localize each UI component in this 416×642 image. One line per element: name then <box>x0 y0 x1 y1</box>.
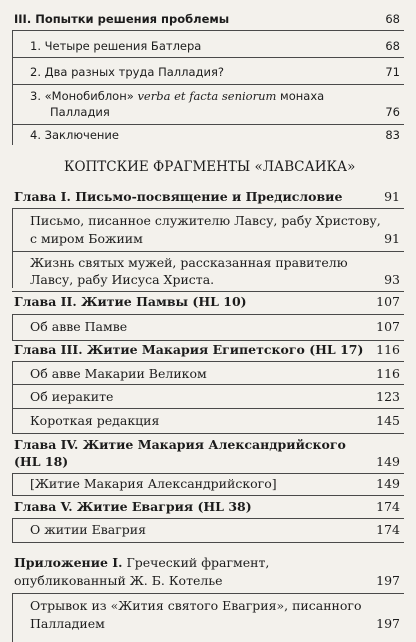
toc-item-text: Об авве Макарии Великом <box>30 366 207 381</box>
toc-item-text: с миром Божиим <box>30 231 143 246</box>
divider <box>12 473 13 495</box>
page-number: 123 <box>376 389 400 404</box>
divider <box>12 208 404 209</box>
divider <box>12 593 13 642</box>
toc-item-text-a: 3. «Монобиблон» <box>30 89 138 103</box>
chapter-title: (HL 18) <box>14 454 69 469</box>
chapter-title: Глава II. Житие Памвы (HL 10) <box>14 294 247 309</box>
divider <box>12 314 13 340</box>
page-number: 68 <box>385 12 400 26</box>
appendix-title-bold: Приложение I. <box>14 555 123 570</box>
page-number: 91 <box>384 189 400 204</box>
page-number: 145 <box>376 413 400 428</box>
page-number: 93 <box>384 272 400 287</box>
appendix-title-rest: Греческий фрагмент, <box>122 555 270 570</box>
page-number: 76 <box>385 105 400 119</box>
toc-item-text: 4. Заключение <box>30 128 119 142</box>
chapter-title: Глава V. Житие Евагрия (HL 38) <box>14 499 252 514</box>
page-number: 149 <box>376 454 400 469</box>
toc-item-text-c: монаха <box>276 89 325 103</box>
divider <box>12 542 404 543</box>
toc-item-text: Короткая редакция <box>30 413 160 428</box>
toc-item-text: Отрывок из «Жития святого Евагрия», писанного <box>30 598 362 613</box>
divider <box>12 518 13 542</box>
page-number: 149 <box>376 476 400 491</box>
page-number: 197 <box>376 616 400 631</box>
page-number: 116 <box>376 366 400 381</box>
page-number: 107 <box>376 319 400 334</box>
toc-item-text: Палладия <box>50 105 110 119</box>
page-number: 197 <box>376 573 400 588</box>
page-number: 71 <box>385 65 400 79</box>
page-number: 174 <box>376 499 400 514</box>
toc-item-text: [Житие Макария Александрийского] <box>30 476 277 491</box>
divider <box>12 251 404 252</box>
divider <box>12 518 404 519</box>
toc-item-text: 2. Два разных труда Палладия? <box>30 65 224 79</box>
divider <box>12 57 404 58</box>
divider <box>12 473 404 474</box>
page-number: 116 <box>376 342 400 357</box>
toc-item-text: Об авве Памве <box>30 319 128 334</box>
divider <box>12 408 404 409</box>
toc-item-text: 1. Четыре решения Батлера <box>30 39 202 53</box>
toc-item-text: Жизнь святых мужей, рассказанная правителю <box>30 255 348 270</box>
chapter-title: Глава I. Письмо-посвящение и Предисловие <box>14 189 343 204</box>
divider <box>12 384 404 385</box>
toc-item-text: Лавсу, рабу Иисуса Христа. <box>30 272 215 287</box>
divider <box>12 495 404 496</box>
divider <box>12 314 404 315</box>
appendix-title: опубликованный Ж. Б. Котелье <box>14 573 223 588</box>
divider <box>12 291 404 292</box>
divider <box>12 361 13 433</box>
page-number: 107 <box>376 294 400 309</box>
page-number: 174 <box>376 522 400 537</box>
divider <box>12 124 404 125</box>
appendix-title <box>14 554 269 572</box>
divider <box>12 84 404 85</box>
part-title-text: III. Попытки решения проблемы <box>14 12 230 26</box>
divider <box>12 208 13 288</box>
divider <box>12 433 404 434</box>
divider <box>12 361 404 362</box>
page-number: 91 <box>384 231 400 246</box>
chapter-title: Глава III. Житие Макария Египетского (HL 17) <box>14 342 364 357</box>
page-number: 68 <box>385 39 400 53</box>
toc-item-text: О житии Евагрия <box>30 522 146 537</box>
toc-item-text-italic: verba et facta seniorum <box>137 89 277 103</box>
divider <box>12 30 404 31</box>
divider <box>12 593 404 594</box>
divider <box>12 30 13 145</box>
toc-item-text: Палладием <box>30 616 105 631</box>
chapter-title: Глава IV. Житие Макария Александрийского <box>14 437 346 452</box>
toc-item-text: Об иераките <box>30 389 114 404</box>
page-number: 83 <box>385 128 400 142</box>
toc-item-text: Письмо, писанное служителю Лавсу, рабу Христову, <box>30 213 381 228</box>
section-heading-text: КОПТСКИЕ ФРАГМЕНТЫ «ЛАВСАИКА» <box>64 159 356 175</box>
